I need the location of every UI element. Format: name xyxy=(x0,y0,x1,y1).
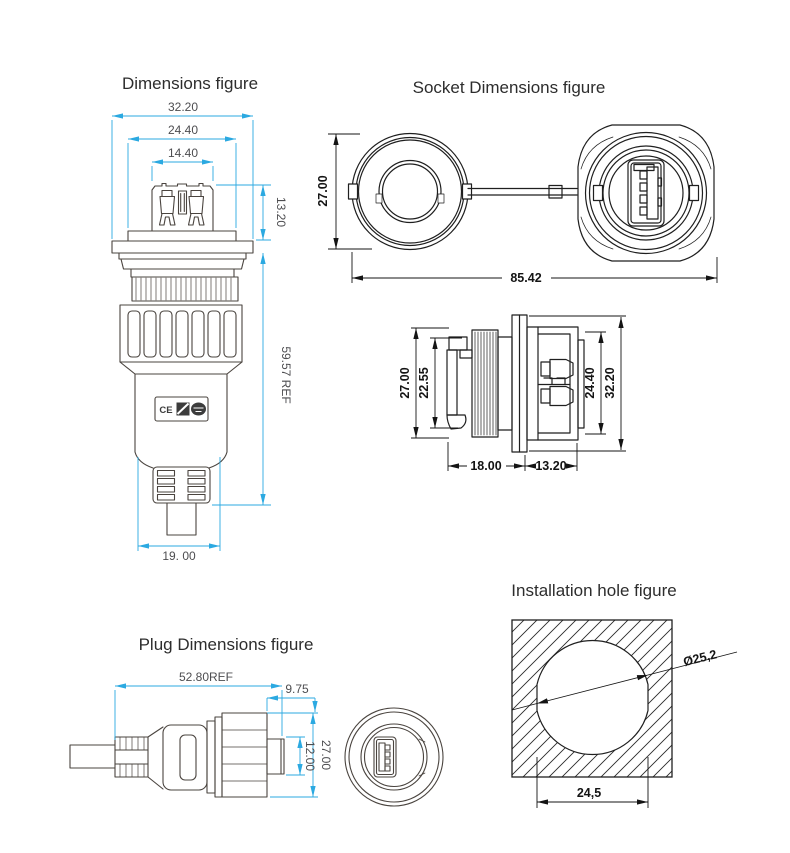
fig-plug-title: Plug Dimensions figure xyxy=(138,635,314,654)
plug-side-dimensions xyxy=(115,670,333,797)
double-d-hole xyxy=(537,640,648,754)
fig-dimensions-title: Dimensions figure xyxy=(121,74,259,93)
socket-cap-front-view xyxy=(349,134,472,250)
fig-plug-elevation xyxy=(112,74,293,563)
dim-cap-diameter: 27.00 xyxy=(316,175,330,207)
fig-installation-hole xyxy=(511,581,737,808)
installation-hole-drawing xyxy=(512,620,737,808)
dim-flange-height: 32.20 xyxy=(603,367,617,399)
dim-rear-height: 24.40 xyxy=(583,367,597,399)
fig-hole-title: Installation hole figure xyxy=(511,581,677,600)
dim-height-total: 59.57 REF xyxy=(279,346,293,404)
usb-plug-face xyxy=(374,737,396,777)
label-round-icon xyxy=(191,403,206,416)
dim-width-outer: 32.20 xyxy=(167,100,199,114)
plug-side-drawing xyxy=(70,713,284,797)
fig-socket-title: Socket Dimensions figure xyxy=(412,78,606,97)
dim-clip-span: 22.55 xyxy=(417,367,431,399)
dim-nut-diameter: 27.00 xyxy=(319,739,333,771)
fig-plug-side xyxy=(70,635,443,806)
dim-height-usb: 13.20 xyxy=(274,196,288,228)
usb-port xyxy=(628,160,664,226)
lanyard-strap xyxy=(468,186,577,199)
plug-front-view xyxy=(345,708,443,806)
dim-nose-height: 12.00 xyxy=(303,740,317,772)
plug-elevation-drawing xyxy=(112,184,253,536)
certification-label xyxy=(155,397,208,421)
plug-elevation-dimensions xyxy=(112,100,293,563)
ce-mark-icon: CE xyxy=(159,405,173,416)
dim-width-bottom: 19. 00 xyxy=(162,549,196,563)
socket-front-view xyxy=(578,125,714,261)
dim-width-mid: 24.40 xyxy=(167,123,199,137)
socket-side-view xyxy=(447,315,584,452)
dim-nose-length: 9.75 xyxy=(285,682,309,696)
dim-width-inner: 14.40 xyxy=(167,146,199,160)
dim-rear-length: 13.20 xyxy=(535,459,567,473)
dim-body-height: 27.00 xyxy=(398,367,412,399)
fig-socket xyxy=(316,78,717,473)
dim-overall-length: 85.42 xyxy=(510,271,542,285)
dim-front-length: 18.00 xyxy=(470,459,502,473)
dim-hole-width: 24,5 xyxy=(576,786,602,800)
dim-hole-diameter: Ø25,2 xyxy=(681,647,719,670)
dim-length-ref: 52.80REF xyxy=(178,670,234,684)
